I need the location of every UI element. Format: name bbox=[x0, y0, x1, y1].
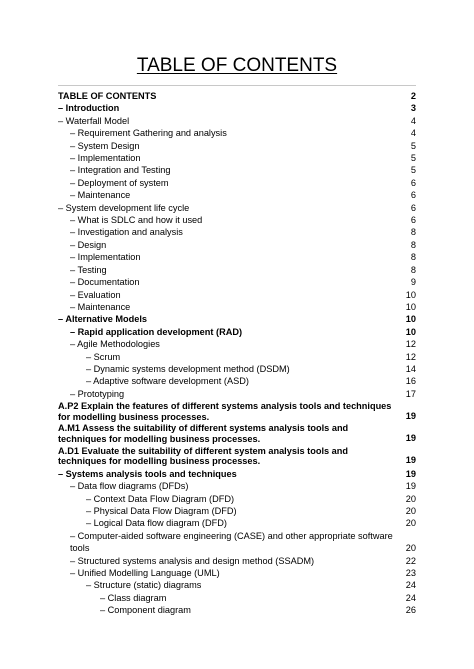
toc-entry-page-number: 24 bbox=[405, 592, 416, 603]
toc-entry-page-number: 4 bbox=[410, 115, 416, 126]
toc-entry[interactable] bbox=[58, 140, 416, 152]
toc-entry[interactable] bbox=[58, 326, 416, 338]
toc-entry-text: – Unified Modelling Language (UML) bbox=[70, 567, 220, 578]
toc-entry[interactable] bbox=[58, 102, 416, 114]
toc-entry[interactable] bbox=[58, 493, 416, 505]
toc-entry[interactable] bbox=[58, 301, 416, 313]
toc-entry-text: – Integration and Testing bbox=[70, 165, 171, 176]
toc-entry-page-number: 12 bbox=[405, 351, 416, 362]
toc-entry-page-number: 10 bbox=[405, 289, 416, 300]
toc-entry[interactable] bbox=[58, 592, 416, 604]
toc-entry-page-number: 16 bbox=[405, 376, 416, 387]
toc-entry-page-number: 6 bbox=[410, 202, 416, 213]
toc-entry-page-number: 19 bbox=[405, 481, 416, 492]
toc-entry-page-number: 19 bbox=[405, 433, 416, 444]
toc-entry[interactable] bbox=[58, 214, 416, 226]
toc-entry[interactable] bbox=[58, 226, 416, 238]
toc-entry-text: – Documentation bbox=[70, 277, 140, 288]
toc-entry-page-number: 6 bbox=[410, 177, 416, 188]
toc-entry[interactable] bbox=[58, 202, 416, 214]
toc-entry-page-number: 10 bbox=[405, 314, 416, 325]
toc-entry-text: – Introduction bbox=[58, 103, 120, 114]
toc-entry-page-number: 8 bbox=[410, 239, 416, 250]
toc-entry-text: A.D1 Evaluate the suitability of different system analysis tools and techniques for modelling business processes. bbox=[58, 445, 348, 467]
toc-entry[interactable] bbox=[58, 313, 416, 325]
toc-entry[interactable] bbox=[58, 164, 416, 176]
toc-entry-text: – Alternative Models bbox=[58, 314, 148, 325]
toc-entry-text: – System development life cycle bbox=[58, 202, 190, 213]
toc-entry-text: – Class diagram bbox=[100, 592, 167, 603]
toc-entry-text: – Waterfall Model bbox=[58, 115, 130, 126]
toc-entry[interactable] bbox=[58, 567, 416, 579]
toc-entry-text: TABLE OF CONTENTS bbox=[58, 91, 157, 101]
toc-entry-page-number: 20 bbox=[405, 518, 416, 529]
toc-entry-text: – Maintenance bbox=[70, 301, 131, 312]
toc-entry-page-number: 8 bbox=[410, 227, 416, 238]
toc-entry-page-number: 6 bbox=[410, 190, 416, 201]
toc-entry-text: – Agile Methodologies bbox=[70, 339, 160, 350]
toc-entry[interactable] bbox=[58, 517, 416, 529]
toc-entry-page-number: 3 bbox=[410, 103, 416, 114]
toc-entry-page-number: 4 bbox=[410, 128, 416, 139]
toc-entry-text: – Structured systems analysis and design method (SSADM) bbox=[70, 555, 315, 566]
toc-entry[interactable] bbox=[58, 401, 416, 422]
toc-entry[interactable] bbox=[58, 115, 416, 127]
toc-entry[interactable] bbox=[58, 388, 416, 400]
toc-entry[interactable] bbox=[58, 363, 416, 375]
toc-entry-page-number: 20 bbox=[405, 543, 416, 554]
toc-entry[interactable] bbox=[58, 90, 416, 102]
toc-entry[interactable] bbox=[58, 446, 416, 467]
toc-entry-text: – Design bbox=[70, 239, 107, 250]
toc-entry-page-number: 19 bbox=[405, 455, 416, 466]
toc-entry-page-number: 5 bbox=[410, 140, 416, 151]
toc-entry[interactable] bbox=[58, 530, 416, 555]
toc-entry-page-number: 19 bbox=[405, 410, 416, 421]
toc-entry-page-number: 8 bbox=[410, 264, 416, 275]
toc-entry[interactable] bbox=[58, 264, 416, 276]
toc-entry[interactable] bbox=[58, 251, 416, 263]
toc-entry-page-number: 2 bbox=[410, 91, 416, 101]
toc-entry-page-number: 23 bbox=[405, 567, 416, 578]
toc-entry[interactable] bbox=[58, 423, 416, 444]
toc-entry-text: – Context Data Flow Diagram (DFD) bbox=[86, 493, 235, 504]
toc-entry-text: – Maintenance bbox=[70, 190, 131, 201]
toc-entry-text: – Physical Data Flow Diagram (DFD) bbox=[86, 505, 237, 516]
toc-entry-page-number: 17 bbox=[405, 388, 416, 399]
toc-entry-text: A.P2 Explain the features of different systems analysis tools and techniques for modelling business processes. bbox=[58, 401, 392, 422]
toc-entry-text: A.M1 Assess the suitability of different systems analysis tools and techniques for modelling business processes. bbox=[58, 423, 349, 444]
toc-entry[interactable] bbox=[58, 480, 416, 492]
toc-entry-page-number: 5 bbox=[410, 153, 416, 164]
toc-entry[interactable] bbox=[58, 177, 416, 189]
toc-entry-text: – Testing bbox=[70, 264, 107, 275]
toc-entry-text: – Evaluation bbox=[70, 289, 121, 300]
toc-entry[interactable] bbox=[58, 276, 416, 288]
toc-entry-page-number: 26 bbox=[405, 605, 416, 616]
title-divider bbox=[58, 85, 416, 86]
toc-entry-text: – Rapid application development (RAD) bbox=[70, 326, 243, 337]
toc-entry[interactable] bbox=[58, 127, 416, 139]
toc-entry-text: – Systems analysis tools and techniques bbox=[58, 468, 237, 479]
toc-entry-text: – Structure (static) diagrams bbox=[86, 580, 202, 591]
toc-entry-page-number: 20 bbox=[405, 505, 416, 516]
toc-entry-text: – Implementation bbox=[70, 252, 141, 263]
page-title: TABLE OF CONTENTS bbox=[136, 55, 338, 76]
toc-entry-page-number: 8 bbox=[410, 252, 416, 263]
toc-entry-text: – System Design bbox=[70, 140, 140, 151]
toc-entry[interactable] bbox=[58, 351, 416, 363]
toc-entry-text: – Deployment of system bbox=[70, 177, 169, 188]
toc-entry-page-number: 10 bbox=[405, 301, 416, 312]
toc-entry[interactable] bbox=[58, 152, 416, 164]
toc-entry[interactable] bbox=[58, 189, 416, 201]
toc-entry-text: – Component diagram bbox=[100, 605, 191, 616]
toc-entry-text: – Dynamic systems development method (DSDM) bbox=[86, 363, 290, 374]
toc-entry-text: – What is SDLC and how it used bbox=[70, 215, 203, 226]
toc-entry[interactable] bbox=[58, 289, 416, 301]
toc-entry-text: – Implementation bbox=[70, 153, 141, 164]
toc-entry-text: – Scrum bbox=[86, 351, 121, 362]
toc-entry-text: – Computer-aided software engineering (CASE) and other appropriate software tools bbox=[70, 530, 393, 554]
toc-entry-page-number: 20 bbox=[405, 493, 416, 504]
toc-entry-page-number: 22 bbox=[405, 555, 416, 566]
toc-entry-text: – Requirement Gathering and analysis bbox=[70, 128, 227, 139]
toc-entry-text: – Investigation and analysis bbox=[70, 227, 183, 238]
toc-entry-page-number: 10 bbox=[405, 326, 416, 337]
toc-entry-page-number: 6 bbox=[410, 215, 416, 226]
toc-entry-page-number: 19 bbox=[405, 468, 416, 479]
toc-entry-text: – Adaptive software development (ASD) bbox=[86, 376, 249, 387]
toc-entry[interactable] bbox=[58, 579, 416, 591]
toc-entry-page-number: 14 bbox=[405, 363, 416, 374]
toc-entry[interactable] bbox=[58, 468, 416, 480]
toc-entry[interactable] bbox=[58, 505, 416, 517]
table-of-contents bbox=[58, 90, 416, 617]
toc-entry-page-number: 12 bbox=[405, 339, 416, 350]
toc-entry-page-number: 9 bbox=[410, 277, 416, 288]
toc-entry[interactable] bbox=[58, 604, 416, 616]
toc-entry-text: – Logical Data flow diagram (DFD) bbox=[86, 518, 227, 529]
toc-entry[interactable] bbox=[58, 338, 416, 350]
toc-entry[interactable] bbox=[58, 555, 416, 567]
toc-entry-page-number: 5 bbox=[410, 165, 416, 176]
toc-entry[interactable] bbox=[58, 375, 416, 387]
toc-entry-text: – Prototyping bbox=[70, 388, 125, 399]
toc-entry[interactable] bbox=[58, 239, 416, 251]
toc-entry-page-number: 24 bbox=[405, 580, 416, 591]
toc-entry-text: – Data flow diagrams (DFDs) bbox=[70, 481, 189, 492]
